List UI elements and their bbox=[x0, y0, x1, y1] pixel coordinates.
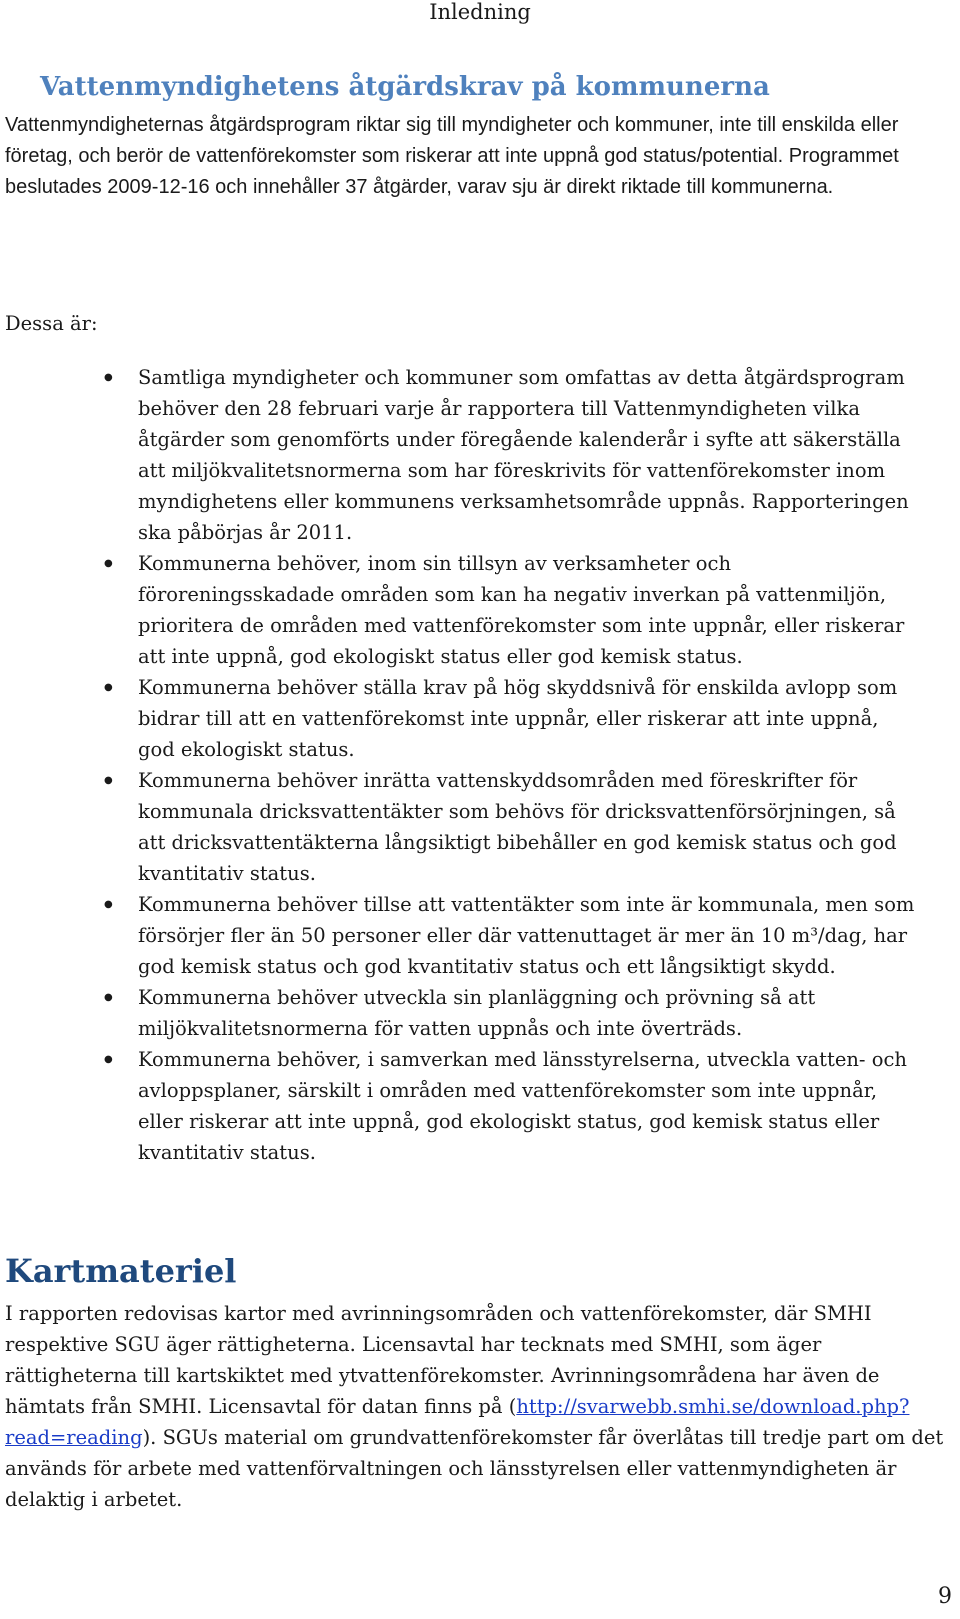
kartmateriel-paragraph bbox=[5, 1298, 953, 1515]
smhi-download-link[interactable]: http://svarwebb.smhi.se/download.php?read=reading bbox=[5, 1395, 910, 1449]
list-item: ● Kommunerna behöver ställa krav på hög skyddsnivå för enskilda avlopp som bidrar till att en vattenförekomst inte uppnår, eller riskerar att inte uppnå, god ekologiskt status. bbox=[100, 672, 920, 765]
list-item: ● Kommunerna behöver, i samverkan med länsstyrelserna, utveckla vatten- och avloppsplaner, särskilt i områden med vattenförekomster som inte uppnår, eller riskerar att inte uppnå, god ekologiskt status, god kemisk status eller kvantitativ status. bbox=[100, 1044, 920, 1168]
list-item: ● Kommunerna behöver tillse att vattentäkter som inte är kommunala, men som försörjer fler än 50 personer eller där vattenuttaget är mer än 10 m³/dag, har god kemisk status och god kvantitativ status och ett långsiktigt skydd. bbox=[100, 889, 920, 982]
page-header: Inledning bbox=[429, 0, 531, 24]
page-number: 9 bbox=[938, 1584, 952, 1609]
list-intro: Dessa är: bbox=[5, 312, 98, 335]
section-heading: Vattenmyndighetens åtgärdskrav på kommunerna bbox=[40, 72, 770, 102]
intro-paragraph: Vattenmyndigheternas åtgärdsprogram riktar sig till myndigheter och kommuner, inte till enskilda eller företag, och berör de vattenförekomster som riskerar att inte uppnå god status/potential. Programmet beslutades 2009-12-16 och innehåller 37 åtgärder, varav sju är direkt riktade till kommunerna. bbox=[5, 114, 899, 198]
list-item: ● Kommunerna behöver utveckla sin planläggning och prövning så att miljökvalitetsnormerna för vatten uppnås och inte överträds. bbox=[100, 982, 920, 1044]
requirements-list bbox=[100, 362, 920, 1168]
kartmateriel-heading: Kartmateriel bbox=[5, 1252, 237, 1290]
paragraph-text-end: ). SGUs material om grundvattenförekomster får överlåtas till tredje part om det används för arbete med vattenförvaltningen och länsstyrelsen eller vattenmyndigheten är delaktig i arbetet. bbox=[5, 1426, 944, 1511]
list-item: ● Samtliga myndigheter och kommuner som omfattas av detta åtgärdsprogram behöver den 28 februari varje år rapportera till Vattenmyndigheten vilka åtgärder som genomförts under föregående kalenderår i syfte att säkerställa att miljökvalitetsnormerna som har föreskrivits för vattenförekomster inom myndighetens eller kommunens verksamhetsområde uppnås. Rapporteringen ska påbörjas år 2011. bbox=[100, 362, 920, 548]
paragraph-text-start: I rapporten redovisas kartor med avrinningsområden och vattenförekomster, där SMHI respektive SGU äger rättigheterna. Licensavtal har tecknats med SMHI, som äger rättigheterna till kartskiktet med ytvattenförekomster. Avrinningsområdena har även de hämtats från SMHI. Licensavtal för datan finns på ( bbox=[5, 1302, 880, 1418]
list-item: ● Kommunerna behöver, inom sin tillsyn av verksamheter och föroreningsskadade områden som kan ha negativ inverkan på vattenmiljön, prioritera de områden med vattenförekomster som inte uppnår, eller riskerar att inte uppnå, god ekologiskt status eller god kemisk status. bbox=[100, 548, 920, 672]
list-item: ● Kommunerna behöver inrätta vattenskyddsområden med föreskrifter för kommunala dricksvattentäkter som behövs för dricksvattenförsörjningen, så att dricksvattentäkterna långsiktigt bibehåller en god kemisk status och god kvantitativ status. bbox=[100, 765, 920, 889]
